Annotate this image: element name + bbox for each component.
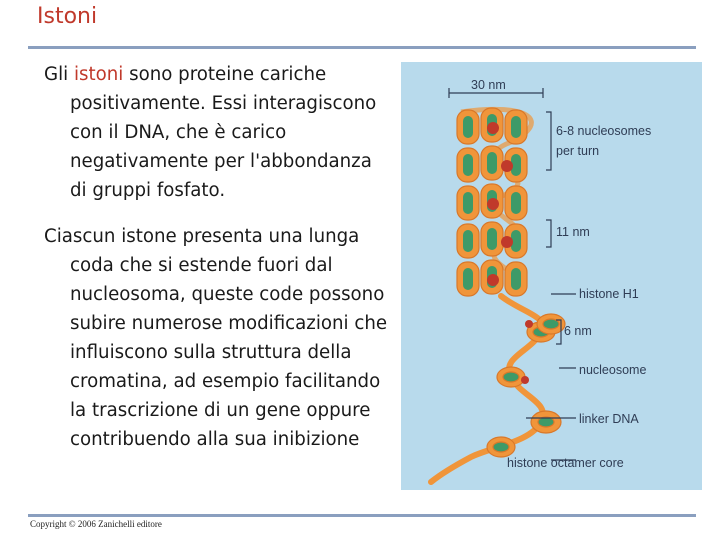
para1-prefix: Gli xyxy=(44,64,74,85)
label-histone-h1: histone H1 xyxy=(579,287,639,301)
chromatin-fiber xyxy=(457,108,531,296)
label-11nm: 11 nm xyxy=(556,225,590,239)
label-6nm: 6 nm xyxy=(564,324,592,338)
label-histone-octamer-core: histone octamer core xyxy=(507,456,624,470)
para1-highlight: istoni xyxy=(73,64,124,85)
para1-rest: sono proteine cariche positivamente. Essi interagiscono con il DNA, che è carico negativamente per l'abbondanza di gruppi fosfato. xyxy=(70,64,377,201)
slide-title: Istoni xyxy=(37,4,98,29)
paragraph-istoni-charge xyxy=(44,60,389,205)
copyright-text: Copyright © 2006 Zanichelli editore xyxy=(30,519,162,529)
footer-divider xyxy=(28,514,696,517)
chromatin-figure xyxy=(401,62,702,490)
label-nucleosomes-per-turn-1: 6-8 nucleosomes xyxy=(556,124,652,138)
label-nucleosome: nucleosome xyxy=(579,363,647,377)
paragraph-histone-tails xyxy=(44,222,389,454)
label-linker-dna: linker DNA xyxy=(579,412,639,426)
title-divider xyxy=(28,46,696,49)
para2-text: Ciascun istone presenta una lunga coda che si estende fuori dal nucleosoma, queste code possono subire numerose modificazioni che influiscono sulla struttura della cromatina, ad esempio facilitando la trascrizione di un gene oppure contribuendo alla sua inibizione xyxy=(44,226,388,450)
label-nucleosomes-per-turn-2: per turn xyxy=(556,144,600,158)
label-30nm: 30 nm xyxy=(471,78,506,92)
